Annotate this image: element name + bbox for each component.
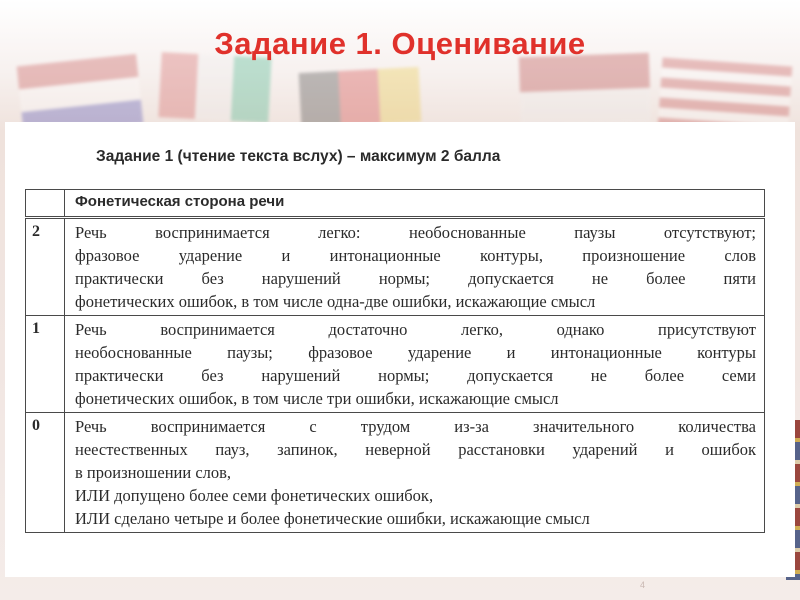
criteria-table [25,189,765,533]
description-line: Речь воспринимается достаточно легко, однако присутствуют [75,320,756,339]
slide-title: Задание 1. Оценивание [214,26,586,61]
score-header-cell [26,190,65,218]
score-cell: 2 [26,218,65,316]
description-line: ИЛИ сделано четыре и более фонетические ошибки, искажающие смысл [75,509,590,528]
table-header: Фонетическая сторона речи [65,190,765,218]
description-line: практически без нарушений нормы; допускается не более семи [75,366,756,385]
document-image [5,122,795,577]
description-line: фонетических ошибок, в том числе три ошибки, искажающие смысл [75,389,559,408]
description-line: необоснованные паузы; фразовое ударение и интонационные контуры [75,343,756,362]
task-heading: Задание 1 (чтение текста вслух) – максимум 2 балла [96,148,501,165]
criteria-description [65,413,765,533]
score-cell: 1 [26,316,65,413]
table-row [26,316,765,413]
description-line: Речь воспринимается легко: необоснованные паузы отсутствуют; [75,223,756,242]
flag-decoration [158,52,271,123]
description-line: ИЛИ допущено более семи фонетических ошибок, [75,486,434,505]
description-line: фразовое ударение и интонационные контуры, произношение слов [75,246,756,265]
page-number: 4 [639,580,645,590]
table-row [26,218,765,316]
score-cell: 0 [26,413,65,533]
description-line: фонетических ошибок, в том числе одна-две ошибки, искажающие смысл [75,292,596,311]
table-row [26,413,765,533]
criteria-description [65,218,765,316]
description-line: Речь воспринимается с трудом из-за значительного количества [75,417,756,436]
criteria-description [65,316,765,413]
table-header-row [26,190,765,218]
description-line: неестественных пауз, запинок, неверной расстановки ударений и ошибок [75,440,756,459]
flag-decoration [299,67,422,128]
description-line: в произношении слов, [75,463,232,482]
description-line: практически без нарушений нормы; допускается не более пяти [75,269,756,288]
flag-decoration [519,53,651,127]
